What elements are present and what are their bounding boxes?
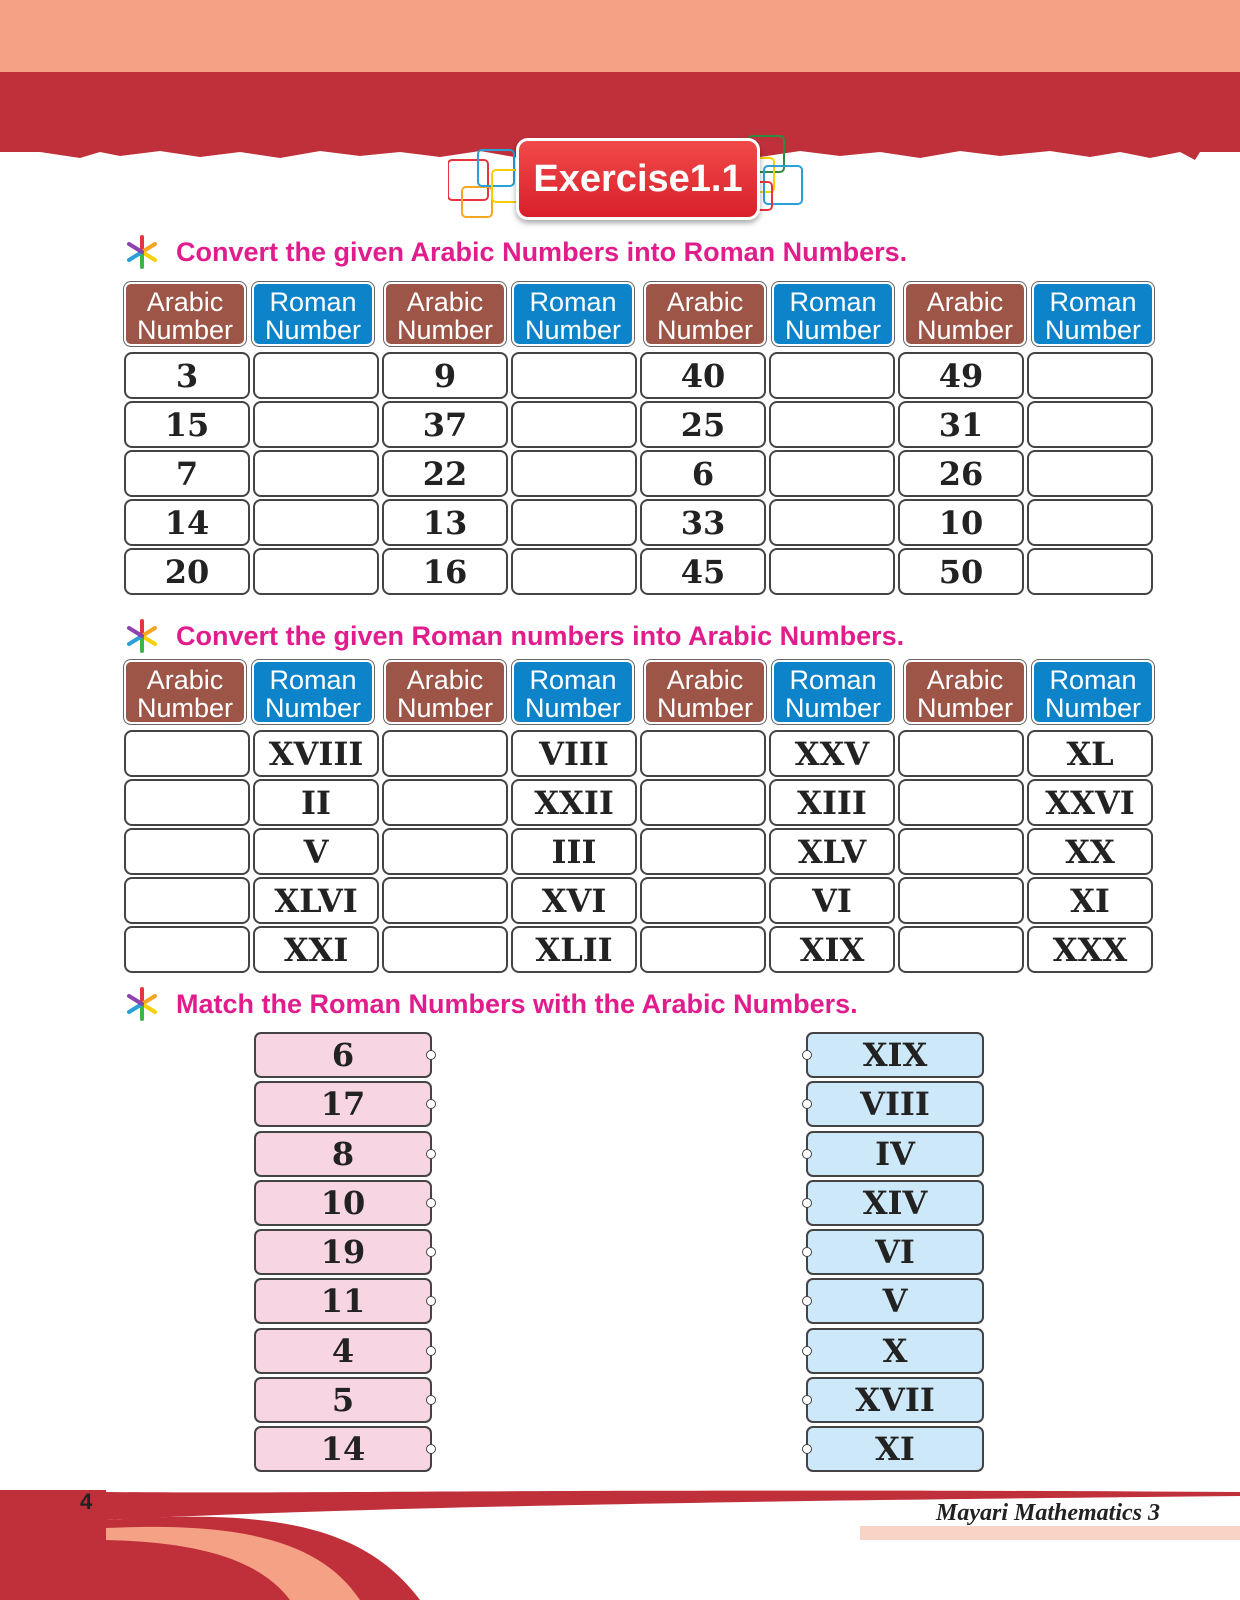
header-roman (1032, 282, 1154, 346)
header-roman-label: Roman Number (264, 665, 362, 723)
instruction-1 (122, 232, 907, 272)
match-arabic-label: 11 (320, 1282, 366, 1321)
match-arabic-label: 8 (331, 1134, 355, 1173)
answer-cell[interactable] (898, 926, 1024, 973)
match-arabic-label: 17 (320, 1085, 366, 1124)
book-title: Mayari Mathematics 3 (936, 1500, 1161, 1526)
answer-cell[interactable] (124, 877, 250, 924)
answer-cell[interactable] (382, 926, 508, 973)
answer-cell[interactable] (640, 730, 766, 777)
connector-dot[interactable] (802, 1198, 812, 1208)
arabic-cell: 16 (382, 548, 508, 595)
arabic-cell: 13 (382, 499, 508, 546)
header-arabic-label: Arabic Number (136, 287, 234, 345)
roman-cell: XVIII (253, 730, 379, 777)
answer-cell[interactable] (382, 730, 508, 777)
roman-cell: XXX (1027, 926, 1153, 973)
roman-cell: XVI (511, 877, 637, 924)
header-arabic (384, 282, 506, 346)
roman-cell: II (253, 779, 379, 826)
roman-cell: XXII (511, 779, 637, 826)
match-roman-item[interactable] (806, 1278, 984, 1324)
header-arabic (124, 282, 246, 346)
instruction-2-text: Convert the given Roman numbers into Arabic Numbers. (176, 620, 905, 651)
answer-cell[interactable] (124, 730, 250, 777)
match-arabic-label: 6 (331, 1036, 355, 1074)
header-arabic (124, 660, 246, 724)
match-arabic-item[interactable] (254, 1180, 432, 1226)
match-roman-label: X (882, 1331, 908, 1370)
connector-dot[interactable] (426, 1346, 436, 1356)
answer-cell[interactable] (769, 499, 895, 546)
arabic-cell: 25 (640, 401, 766, 448)
match-roman-item[interactable] (806, 1032, 984, 1078)
answer-cell[interactable] (382, 828, 508, 875)
connector-dot[interactable] (802, 1395, 812, 1405)
arabic-cell: 3 (124, 352, 250, 399)
roman-cell: VIII (511, 730, 637, 777)
roman-cell: XLII (511, 926, 637, 973)
header-arabic (904, 282, 1026, 346)
answer-cell[interactable] (1027, 401, 1153, 448)
match-roman-item[interactable] (806, 1081, 984, 1127)
connector-dot[interactable] (426, 1395, 436, 1405)
header-roman (252, 282, 374, 346)
connector-dot[interactable] (426, 1444, 436, 1454)
arabic-cell: 15 (124, 401, 250, 448)
match-arabic-column (254, 1032, 432, 1476)
answer-cell[interactable] (640, 779, 766, 826)
match-roman-item[interactable] (806, 1377, 984, 1423)
header-roman-label: Roman Number (524, 665, 622, 723)
header-arabic-label: Arabic Number (916, 665, 1014, 723)
match-arabic-label: 10 (320, 1183, 366, 1222)
connector-dot[interactable] (426, 1296, 436, 1306)
answer-cell[interactable] (769, 352, 895, 399)
answer-cell[interactable] (1027, 352, 1153, 399)
header-roman-label: Roman Number (784, 665, 882, 723)
match-roman-column (806, 1032, 984, 1476)
roman-cell: XXI (253, 926, 379, 973)
footer-decoration (0, 1480, 1240, 1600)
header-roman (1032, 660, 1154, 724)
connector-dot[interactable] (426, 1149, 436, 1159)
roman-to-arabic-table (124, 660, 1160, 973)
match-arabic-item[interactable] (254, 1229, 432, 1275)
answer-cell[interactable] (769, 401, 895, 448)
instruction-2 (122, 616, 904, 656)
answer-cell[interactable] (898, 730, 1024, 777)
instruction-3-text: Match the Roman Numbers with the Arabic Numbers. (176, 988, 858, 1019)
match-roman-label: XVII (855, 1381, 935, 1420)
header-arabic-label: Arabic Number (396, 665, 494, 723)
answer-cell[interactable] (898, 779, 1024, 826)
match-roman-item[interactable] (806, 1328, 984, 1374)
match-roman-label: IV (875, 1134, 915, 1173)
answer-cell[interactable] (253, 352, 379, 399)
match-arabic-item[interactable] (254, 1131, 432, 1177)
roman-cell: XXVI (1027, 779, 1153, 826)
match-roman-item[interactable] (806, 1180, 984, 1226)
match-roman-label: XIV (862, 1183, 928, 1222)
arabic-cell: 22 (382, 450, 508, 497)
connector-dot[interactable] (802, 1346, 812, 1356)
arabic-cell: 10 (898, 499, 1024, 546)
arabic-cell: 14 (124, 499, 250, 546)
roman-cell: III (511, 828, 637, 875)
arabic-cell: 20 (124, 548, 250, 595)
match-roman-item[interactable] (806, 1131, 984, 1177)
roman-cell: XIX (769, 926, 895, 973)
answer-cell[interactable] (769, 548, 895, 595)
top-banner (0, 0, 1240, 72)
header-arabic (384, 660, 506, 724)
header-roman-label: Roman Number (784, 287, 882, 345)
match-roman-label: XI (875, 1430, 915, 1469)
flower-icon (122, 616, 162, 656)
arabic-cell: 9 (382, 352, 508, 399)
connector-dot[interactable] (426, 1247, 436, 1257)
answer-cell[interactable] (511, 401, 637, 448)
header-arabic (644, 660, 766, 724)
instruction-1-text: Convert the given Arabic Numbers into Roman Numbers. (176, 236, 908, 267)
exercise-title: Exercise1.1 (516, 138, 760, 220)
match-arabic-item[interactable] (254, 1426, 432, 1472)
answer-cell[interactable] (382, 779, 508, 826)
answer-cell[interactable] (640, 926, 766, 973)
answer-cell[interactable] (124, 926, 250, 973)
roman-cell: XLV (769, 828, 895, 875)
arabic-cell: 40 (640, 352, 766, 399)
match-arabic-item[interactable] (254, 1032, 432, 1078)
header-arabic-label: Arabic Number (136, 665, 234, 723)
connector-dot[interactable] (426, 1050, 436, 1060)
header-arabic-label: Arabic Number (916, 287, 1014, 345)
roman-cell: V (253, 828, 379, 875)
roman-cell: XL (1027, 730, 1153, 777)
flower-icon (122, 232, 162, 272)
header-roman (772, 282, 894, 346)
connector-dot[interactable] (802, 1099, 812, 1109)
roman-cell: XX (1027, 828, 1153, 875)
arabic-to-roman-table (124, 282, 1160, 595)
arabic-cell: 45 (640, 548, 766, 595)
answer-cell[interactable] (1027, 499, 1153, 546)
match-roman-label: VIII (860, 1085, 930, 1124)
answer-cell[interactable] (1027, 548, 1153, 595)
answer-cell[interactable] (511, 499, 637, 546)
header-arabic-label: Arabic Number (656, 287, 754, 345)
roman-cell: XLVI (253, 877, 379, 924)
page-number: 4 (80, 1489, 93, 1514)
header-roman-label: Roman Number (524, 287, 622, 345)
arabic-cell: 31 (898, 401, 1024, 448)
arabic-cell: 49 (898, 352, 1024, 399)
header-roman-label: Roman Number (264, 287, 362, 345)
arabic-cell: 37 (382, 401, 508, 448)
arabic-cell: 7 (124, 450, 250, 497)
flower-icon (122, 984, 162, 1024)
answer-cell[interactable] (382, 877, 508, 924)
arabic-cell: 33 (640, 499, 766, 546)
answer-cell[interactable] (253, 450, 379, 497)
connector-dot[interactable] (802, 1149, 812, 1159)
arabic-cell: 50 (898, 548, 1024, 595)
match-arabic-item[interactable] (254, 1377, 432, 1423)
answer-cell[interactable] (253, 401, 379, 448)
answer-cell[interactable] (253, 548, 379, 595)
connector-dot[interactable] (802, 1444, 812, 1454)
instruction-3 (122, 984, 858, 1024)
roman-cell: XI (1027, 877, 1153, 924)
answer-cell[interactable] (124, 828, 250, 875)
answer-cell[interactable] (769, 450, 895, 497)
arabic-cell: 6 (640, 450, 766, 497)
answer-cell[interactable] (124, 779, 250, 826)
answer-cell[interactable] (511, 548, 637, 595)
answer-cell[interactable] (898, 877, 1024, 924)
header-roman (772, 660, 894, 724)
match-arabic-label: 5 (331, 1381, 355, 1420)
connector-dot[interactable] (426, 1198, 436, 1208)
header-roman (512, 282, 634, 346)
header-roman (252, 660, 374, 724)
match-arabic-label: 4 (331, 1331, 355, 1370)
roman-cell: XXV (769, 730, 895, 777)
header-roman (512, 660, 634, 724)
roman-cell: XIII (769, 779, 895, 826)
roman-cell: VI (769, 877, 895, 924)
answer-cell[interactable] (511, 352, 637, 399)
header-arabic-label: Arabic Number (656, 665, 754, 723)
header-arabic (904, 660, 1026, 724)
connector-dot[interactable] (802, 1247, 812, 1257)
match-roman-label: XIX (862, 1036, 928, 1074)
match-roman-item[interactable] (806, 1426, 984, 1472)
answer-cell[interactable] (253, 499, 379, 546)
answer-cell[interactable] (511, 450, 637, 497)
match-roman-label: V (882, 1282, 908, 1321)
match-arabic-item[interactable] (254, 1328, 432, 1374)
arabic-cell: 26 (898, 450, 1024, 497)
match-roman-item[interactable] (806, 1229, 984, 1275)
header-roman-label: Roman Number (1044, 287, 1142, 345)
answer-cell[interactable] (898, 828, 1024, 875)
connector-dot[interactable] (802, 1050, 812, 1060)
answer-cell[interactable] (640, 828, 766, 875)
header-arabic-label: Arabic Number (396, 287, 494, 345)
match-arabic-item[interactable] (254, 1081, 432, 1127)
answer-cell[interactable] (640, 877, 766, 924)
connector-dot[interactable] (802, 1296, 812, 1306)
match-arabic-label: 19 (320, 1233, 366, 1272)
match-arabic-item[interactable] (254, 1278, 432, 1324)
match-roman-label: VI (875, 1233, 915, 1272)
match-arabic-label: 14 (320, 1430, 366, 1469)
header-arabic (644, 282, 766, 346)
answer-cell[interactable] (1027, 450, 1153, 497)
connector-dot[interactable] (426, 1099, 436, 1109)
header-roman-label: Roman Number (1044, 665, 1142, 723)
